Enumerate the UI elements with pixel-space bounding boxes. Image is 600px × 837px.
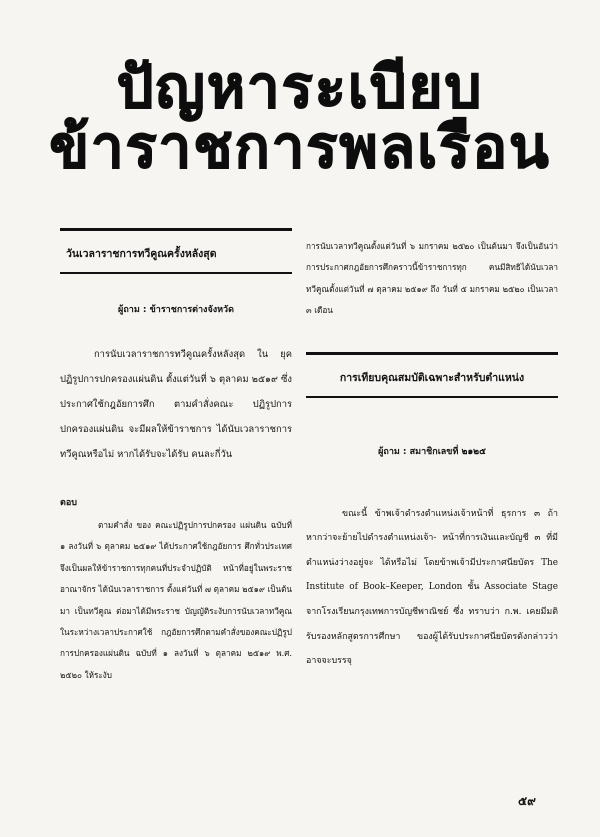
answer-paragraph: ตามคำสั่ง ของ คณะปฏิรูปการปกครอง แผ่นดิน ฉบับที่ ๑ ลงวันที่ ๖ ตุลาคม ๒๕๑๙ ได้ประกาศใช้กฎอัยการ ศึกทั่วประเทศ จึงเป็นผลให้ข้าราชการทุกคนที่ประจำปฏิบัติ หน้าที่อยู่ในพระราชอาณาจักร ได้นับเวลาราชการ ตั้งแต่วันที่ ๗ ตุลาคม ๒๕๑๙ เป็นต้นมา เป็นทวีคูณ ต่อมาได้มีพระราช บัญญัติระงับการนับเวลาทวีคูณในระหว่างเวลาประกาศใช้ กฎอัยการศึกตามคำสั่งของคณะปฏิรูปการปกครองแผ่นดิน ฉบับที่ ๑ ลงวันที่ ๖ ตุลาคม ๒๕๑๙ พ.ศ. ๒๕๒๐ ให้ระงับ <box>60 520 292 680</box>
left-column <box>60 228 292 686</box>
page-title-line-1: ปัญหาระเบียบ <box>116 53 484 121</box>
answer-label: ตอบ <box>60 498 77 508</box>
question-paragraph: ขณะนี้ ข้าพเจ้าดำรงตำแหน่งเจ้าหน้าที่ ธุรการ ๓ ถ้าหากว่าจะย้ายไปดำรงตำแหน่งเจ้า- หน้าที่การเงินและบัญชี ๓ ที่มีตำแหน่งว่างอยู่จะ ได้หรือไม่ โดยข้าพเจ้ามีประกาศนียบัตร The Institute of Book–Keeper, London ชั้น Associate Stage จากโรงเรียนกรุงเทพการบัญชีพาณิชย์ ซึ่ง ทราบว่า ก.พ. เคยมีมติรับรองหลักสูตรการศึกษา ของผู้ได้รับประกาศนียบัตรดังกล่าวว่าอาจจะบรรจุ <box>306 508 558 667</box>
page-title-line-2: ข้าราชการพลเรือน <box>49 113 551 181</box>
section-heading-doubled-service-time: วันเวลาราชการทวีคูณครั้งหลังสุด <box>66 248 217 260</box>
page-number: ๕๙ <box>518 794 536 808</box>
question-paragraph: การนับเวลาราชการทวีคูณครั้งหลังสุด ใน ยุคปฏิรูปการปกครองแผ่นดิน ตั้งแต่วันที่ ๖ ตุลาคม ๒๕๑๙ ซึ่งประกาศใช้กฎอัยการศึก ตามคำสั่งคณะ ปฏิรูปการปกครองแผ่นดิน จะมีผลให้ข้าราชการ ได้นับเวลาราชการทวีคูณหรือไม่ หากได้รับจะได้รับ คนละกี่วัน <box>60 349 292 460</box>
asker-line: ผู้ถาม : ข้าราชการต่างจังหวัด <box>118 305 234 315</box>
asker-line: ผู้ถาม : สมาชิกเลขที่ ๒๑๒๕ <box>378 446 486 457</box>
section-heading-position-qualifications: การเทียบคุณสมบัติเฉพาะสำหรับตำแหน่ง <box>339 371 525 384</box>
right-column <box>306 228 558 674</box>
answer-continuation-paragraph: การนับเวลาทวีคูณตั้งแต่วันที่ ๖ มกราคม ๒๕๒๐ เป็นต้นมา จึงเป็นอันว่า การประกาศกฎอัยการศึกคราวนี้ข้าราชการทุก คนมีสิทธิได้นับเวลาทวีคูณตั้งแต่วันที่ ๗ ตุลาคม ๒๕๑๙ ถึง วันที่ ๕ มกราคม ๒๕๒๐ เป็นเวลา ๓ เดือน <box>306 241 558 316</box>
